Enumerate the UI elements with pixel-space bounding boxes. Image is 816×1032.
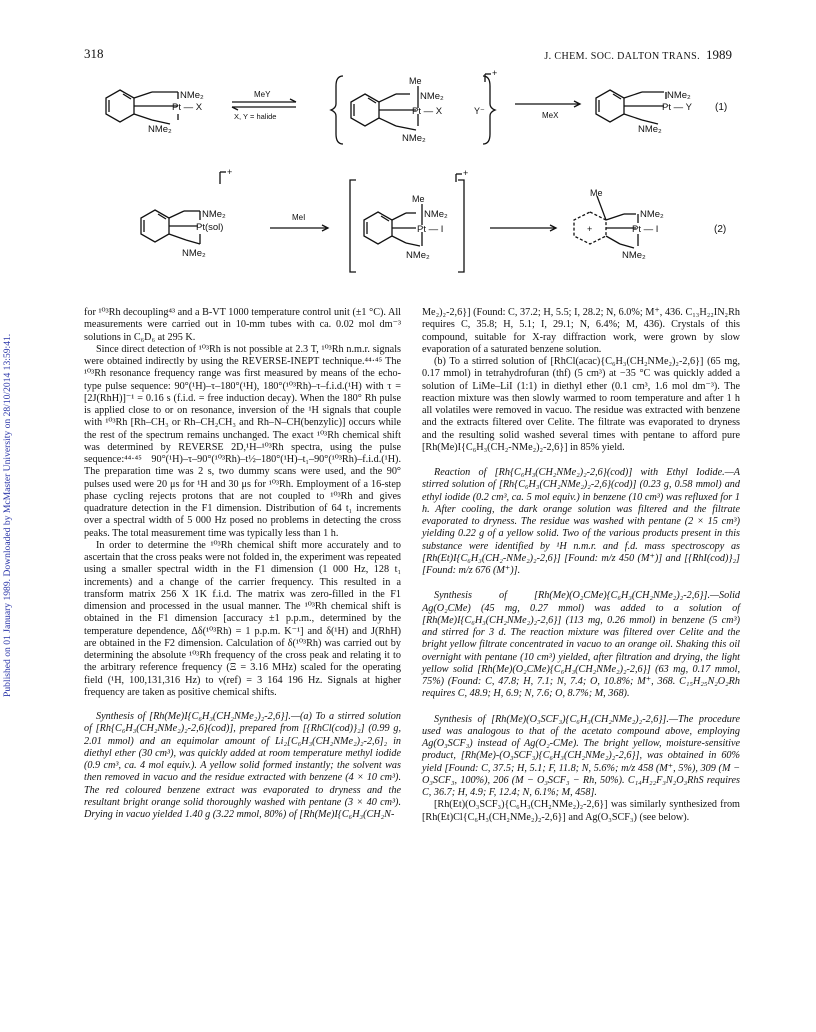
eq1-nme2-bottom: NMe₂ — [148, 124, 172, 135]
eq2-product-pt-i: Pt — I — [632, 224, 659, 235]
eq2-arrow — [270, 213, 328, 231]
eq1-product-pt-y: Pt — Y — [662, 102, 692, 113]
eq1-product-nme2-bottom: NMe₂ — [638, 124, 662, 135]
paragraph-ethyl-triflate: [Rh(Et)(O₃SCF₃){C₆H₃(CH₂NMe₂)₂-2,6}] was similarly synthesized from [Rh(Et)Cl{C₆H₃(CH₂NMe₂)₂-2,6}] and Ag(O₃SCF₃) (see below). — [422, 799, 740, 823]
paragraph-chemical-shift: In order to determine the ¹⁰³Rh chemical shift more accurately and to ascertain that the cross peaks were not folded in, the experiment was repeated using a smaller spectral width in the F1 dimension (1 000 Hz, 128 t₁ increments) and a change of the carrier frequency. This resulted in a transform matrix 256 X 1K f.i.d. The matrix was zero-filled in the F1 dimension and processed in the usual manner. The ¹⁰³Rh chemical shift is obtained in the F1 dimension [accuracy ±1 p.p.m., determined by the temperature dependence, Δδ(¹⁰³Rh) = 1 p.p.m. K⁻¹] and δ(¹H) and J(RhH) are obtained in the F2 dimension. Calculation of δ(¹⁰³Rh) was carried out by determining the absolute ¹⁰³Rh frequency of the cross peak and relating it to the arbitrary reference frequency (Ξ = 3.16 MHz) scaled for the operating field (¹H, 100,131,316 Hz) to ν(ref) = 3 164 196 Hz. Signals at higher frequency are taken as positive chemical shifts. — [84, 539, 401, 698]
journal-year: 1989 — [706, 47, 732, 62]
eq2-reactant — [141, 167, 232, 259]
eq2-reagent: MeI — [292, 213, 306, 222]
equation-2-number: (2) — [714, 224, 727, 235]
eq1-intermediate — [331, 68, 497, 144]
eq2-product-nme2-top: NMe₂ — [640, 209, 664, 220]
download-watermark: Published on 01 January 1989. Downloaded by McMaster University on 28/10/2014 13:59:41. — [2, 333, 13, 697]
eq2-product — [574, 188, 726, 261]
journal-header — [544, 47, 732, 63]
paragraph-synthesis-rh-me-i: Synthesis of [Rh(Me)I{C₆H₃(CH₂NMe₂)₂-2,6}].—(a) To a stirred solution of [Rh{C₆H₃(CH₂NMe₂)₂-2,6}(cod)], prepared from [{RhCl(cod)}₂] (0.99 g, 2.01 mmol) and an equimolar amount of Li₂[C₆H₃(CH₂NMe₂)₂-2,6]₂ in diethyl ether (30 cm³), was quickly added at room temperature methyl iodide (0.9 cm³, ca. 4 mol equiv.). A yellow solid formed instantly; the solvent was then removed in vacuo and the residue extracted with benzene (4 × 10 cm³). The red coloured benzene extract was evaporated to dryness and the resultant bright orange solid thoroughly washed with pentane (3 × 40 cm³). Drying in vacuo yielded 1.40 g (3.22 mmol, 80%) of [Rh(Me)I{C₆H₃(CH₂N- — [84, 711, 401, 820]
eq1-product — [596, 90, 727, 135]
paragraph-triflate: Synthesis of [Rh(Me)(O₃SCF₃){C₆H₃(CH₂NMe₂)₂-2,6}].—The procedure used was analogous to that of the acetato compound above, employing Ag(O₃SCF₃) instead of Ag(O₂-CMe). The bright yellow, moisture-sensitive product, [Rh(Me)-(O₃SCF₃){C₆H₃(CH₂NMe₂)₂-2,6}], was obtained in 60% yield [Found: C, 37.5; H, 5.1; F, 11.8; N, 5.6%; m/z 458 (M⁺, 5%), 309 (M − O₃SCF₃, 100%), 206 (M − O₃SCF₃ − Rh, 50%). C₁₄H₂₂F₃N₂O₃RhS requires C, 36.7; H, 4.9; F, 12.4; N, 6.1%; M, 458]. — [422, 713, 740, 798]
eq1-me: Me — [409, 76, 422, 86]
eq1-reagent: MeY — [254, 90, 271, 99]
eq1-intermediate-nme2-top: NMe₂ — [420, 91, 444, 102]
eq1-byproduct: MeX — [542, 111, 559, 120]
left-column — [84, 307, 401, 821]
eq2-intermediate-pt-i: Pt — I — [417, 224, 444, 235]
eq1-condition: X, Y = halide — [234, 112, 277, 121]
eq2-forward-arrow — [490, 225, 556, 231]
paragraph-analysis: Me₂)₂-2,6}] (Found: C, 37.2; H, 5.5; I, 28.2; N, 6.0%; M⁺, 436. C₁₃H₂₂IN₂Rh requires C, 35.8; H, 5.1; I, 29.1; N, 6.4%; M, 436). Crystals of this compound, suitable for X-ray diffraction work, were grown by slow evaporation of a saturated benzene solution. — [422, 307, 740, 355]
paragraph-method-b: (b) To a stirred solution of [RhCl(acac){C₆H₃(CH₂NMe₂)₂-2,6}] (65 mg, 0.17 mmol) in tetrahydrofuran (thf) (5 cm³) at −35 °C was quickly added a solution of LiMe–LiI (1:1) in diethyl ether (0.1 cm³, 1.6 mol dm⁻³). The reaction mixture was then slowly warmed to room temperature and after 1 h all volatiles were removed in vacuo. The residue was extracted with benzene and the extracts filtered over Celite. The filtrate was evaporated to dryness and the resulting solid washed several times with pentane to afford pure [Rh(Me)I{C₆H₃(CH₂-NMe₂)₂-2,6}] in 85% yield. — [422, 356, 740, 453]
eq2-reactant-nme2-top: NMe₂ — [202, 209, 226, 220]
eq1-reactant — [106, 90, 204, 135]
reaction-scheme — [60, 68, 760, 298]
eq1-intermediate-pt-x: Pt — X — [412, 106, 443, 117]
eq2-reactant-charge: + — [227, 167, 233, 177]
eq2-reactant-nme2-bottom: NMe₂ — [182, 248, 206, 259]
eq2-product-plus: + — [587, 224, 593, 234]
page-number: 318 — [84, 46, 104, 61]
eq1-pt-x: Pt — X — [172, 102, 203, 113]
eq1-product-nme2-top: NMe₂ — [667, 90, 691, 101]
eq2-intermediate-nme2-bottom: NMe₂ — [406, 250, 430, 261]
journal-name: J. CHEM. SOC. DALTON TRANS. — [544, 51, 700, 62]
eq1-counter-ion: Y⁻ — [474, 106, 485, 116]
eq1-nme2-top: NMe₂ — [180, 90, 204, 101]
paragraph-reverse-inept: Since direct detection of ¹⁰³Rh is not possible at 2.3 T, ¹⁰³Rh n.m.r. signals were obtained indirectly by using the REVERSE-INEPT technique.⁴⁴·⁴⁵ The ¹⁰³Rh resonance frequency range was first measured by means of the echo-type pulse sequence: 90°(¹H)–τ–180°(¹H), 180°(¹⁰³Rh)–τ–f.i.d.(¹H) with τ = [2J(RhH)]⁻¹ = 0.16 s (f.i.d. = free induction decay). When the 180° Rh pulse is applied close to or on resonance, inversion of the ¹H signals that couple with ¹⁰³Rh [Rh–CH₃ or Rh–CH₂CH₃ and Rh–N–CH(benzylic)] occurs while the rest of the spectrum remains unchanged. The exact ¹⁰³Rh chemical shift was determined by REVERSE 2D,¹H–¹⁰³Rh spectra, using the pulse sequence:⁴⁴·⁴⁵ 90°(¹H)–τ–90°(¹⁰³Rh)–t½–180°(¹H)–t₁–90°(¹⁰³Rh)–f.i.d.(¹H). The preparation time was 2 s, two dummy scans were used, and the 90° pulses used were 20 μs for ¹H and 30 μs for ¹⁰³Rh. Employment of a 16-step phase cycling rejects protons that are not coupled to ¹⁰³Rh and gives quadrature detection in the F1 dimension. Distribution of 64 t₁ increments over a spectral width of 5 000 Hz posed no problems in detecting the cross peaks. The total measurement time was typically less than 1 h. — [84, 343, 401, 539]
equation-1-number: (1) — [715, 102, 728, 113]
eq1-forward-arrow — [515, 101, 580, 120]
right-column — [422, 307, 740, 824]
paragraph-acetate: Synthesis of [Rh(Me)(O₂CMe){C₆H₃(CH₂NMe₂)₂-2,6}].—Solid Ag(O₂CMe) (45 mg, 0.27 mmol) was added to a solution of [Rh(Me)I{C₆H₃(CH₂NMe₂)₂-2,6}] (113 mg, 0.26 mmol) in benzene (5 cm³) and stirred for 3 d. The reaction mixture was filtered over Celite and the bright yellow filtrate concentrated in vacuo to an orange oil. Shaking this oil overnight with pentane (10 cm³) yielded, after filtration and drying, the light yellow solid [Rh(Me)(O₂CMe){C₆H₃(CH₂NMe₂)₂-2,6}] (63 mg, 0.17 mmol, 75%) (Found: C, 47.8; H, 7.1; N, 7.4; O, 10.8%; M⁺, 368. C₁₅H₂₅N₂O₂Rh requires C, 48.9; H, 6.9; N, 7.6; O, 8.7%; M, 368). — [422, 590, 740, 700]
eq2-intermediate-me: Me — [412, 194, 425, 204]
eq2-product-me: Me — [590, 188, 603, 198]
eq1-equilibrium-arrow — [232, 90, 296, 121]
eq2-product-nme2-bottom: NMe₂ — [622, 250, 646, 261]
eq1-charge: + — [492, 68, 498, 78]
eq2-intermediate-nme2-top: NMe₂ — [424, 209, 448, 220]
eq1-intermediate-nme2-bottom: NMe₂ — [402, 133, 426, 144]
paragraph-ethyl-iodide: Reaction of [Rh{C₆H₃(CH₂NMe₂)₂-2,6}(cod)] with Ethyl Iodide.—A stirred solution of [Rh{C₆H₃(CH₂NMe₂)₂-2,6}(cod)] (0.23 g, 0.58 mmol) and ethyl iodide (0.2 cm³, ca. 5 mol equiv.) in benzene (10 cm³) was refluxed for 1 h. After cooling, the dark orange solution was filtered and the filtrate evaporated to dryness. The residue was washed with pentane (2 × 15 cm³) yielding 0.22 g of a yellow solid. Two of the various products present in this substance were identified by ¹H n.m.r. and f.d. mass spectroscopy as [Rh(Et)I{C₆H₃(CH₂-NMe₂)₂-2,6}] [Found: m/z 450 (M⁺)] and [{RhI(cod)}₂] [Found: m/z 676 (M⁺)]. — [422, 467, 740, 576]
eq2-intermediate-charge: + — [463, 168, 469, 178]
eq2-reactant-pt-sol: Pt(sol) — [196, 222, 224, 233]
eq2-intermediate — [350, 168, 468, 272]
paragraph-decoupling: for ¹⁰³Rh decoupling⁴³ and a B-VT 1000 temperature control unit (±1 °C). All measurements were carried out in 10-mm tubes with ca. 0.02 mol dm⁻³ solutions in C₆D₆ at 295 K. — [84, 307, 401, 343]
